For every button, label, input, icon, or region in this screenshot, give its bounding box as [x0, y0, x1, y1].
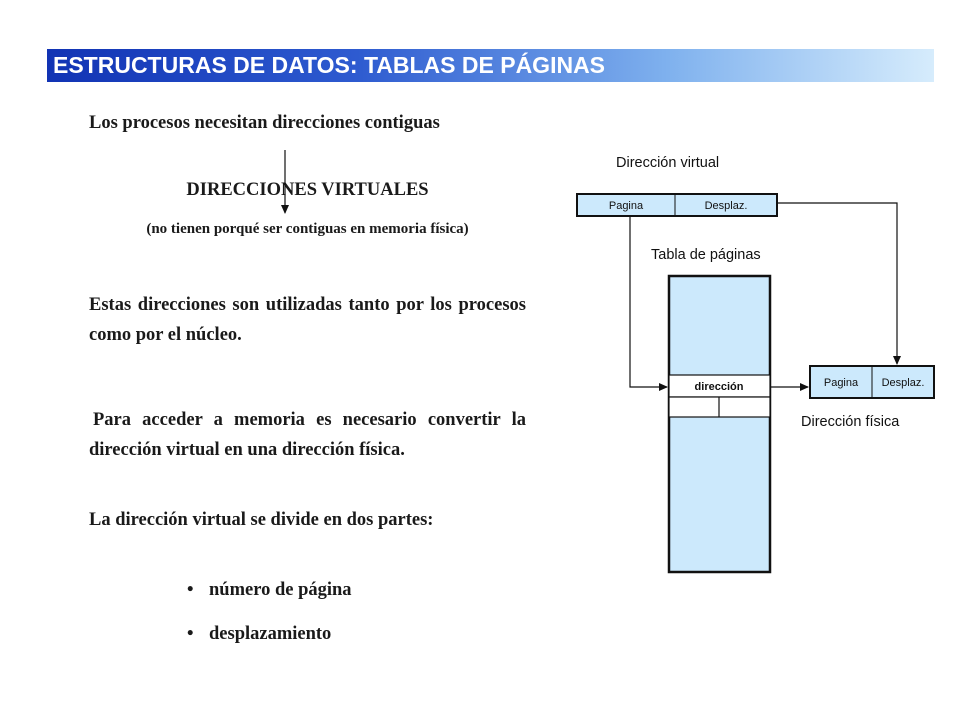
physical-page-cell: Pagina [823, 377, 859, 389]
note-not-contiguous: (no tienen porqué ser contiguas en memoria física) [146, 221, 469, 237]
bullet-label: desplazamiento [209, 624, 332, 644]
virtual-address-label: Dirección virtual [616, 155, 720, 171]
bullet-icon: • [187, 580, 194, 600]
page-to-table-arrow [630, 216, 667, 387]
bullet-icon: • [187, 624, 194, 644]
paragraph-usage: Estas direcciones son utilizadas tanto por los procesos como por el núcleo. [89, 295, 526, 345]
virtual-address-box [577, 194, 777, 216]
physical-address-box [810, 366, 934, 398]
virtual-page-cell: Pagina [608, 200, 644, 212]
physical-address-label: Dirección física [801, 414, 900, 430]
heading-virtual-addresses: DIRECCIONES VIRTUALES [186, 180, 429, 200]
page-table-entry-label: dirección [694, 381, 744, 393]
page-title: ESTRUCTURAS DE DATOS: TABLAS DE PÁGINAS [53, 52, 606, 78]
paragraph-conversion: Para acceder a memoria es necesario convertir la dirección virtual en una dirección física. [89, 410, 526, 460]
bullet-label: número de página [209, 580, 352, 600]
virtual-offset-cell: Desplaz. [704, 200, 748, 212]
page-table [669, 276, 770, 572]
page-table-label: Tabla de páginas [651, 247, 761, 263]
paragraph-contiguous: Los procesos necesitan direcciones contiguas [89, 113, 440, 133]
paragraph-division: La dirección virtual se divide en dos partes: [89, 510, 434, 530]
offset-to-physical-arrow [777, 203, 897, 364]
physical-offset-cell: Desplaz. [881, 377, 925, 389]
